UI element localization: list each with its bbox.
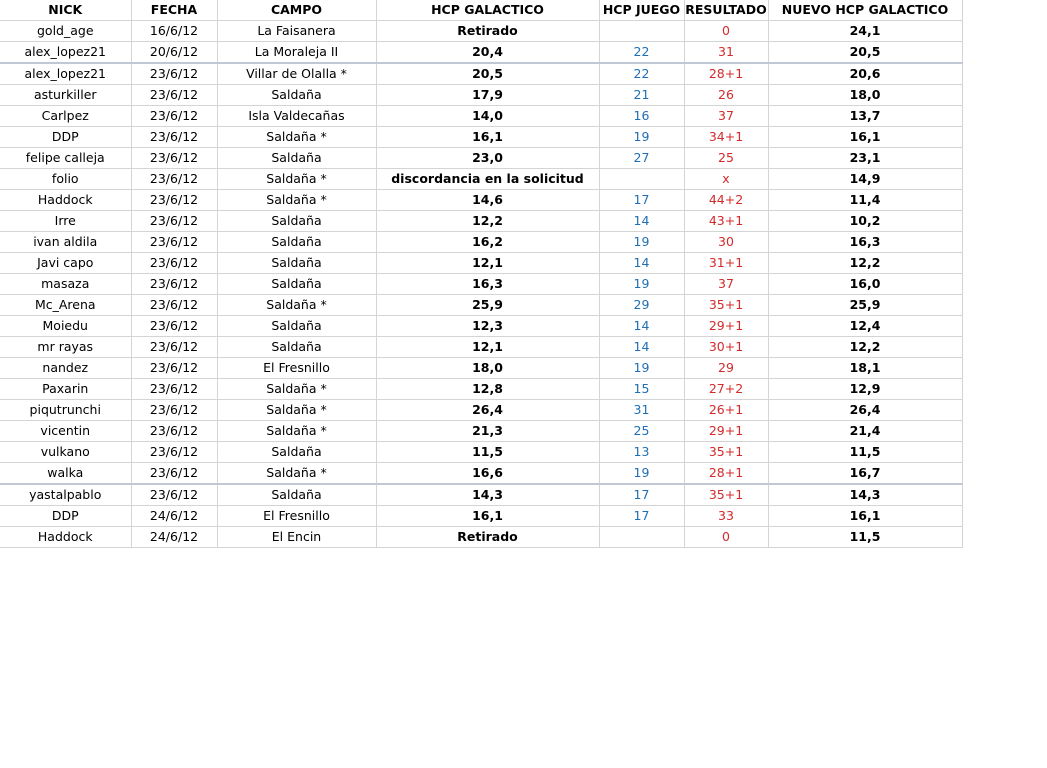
cell-nick: vulkano xyxy=(0,442,131,463)
table-row xyxy=(0,400,962,421)
header-row xyxy=(0,0,962,21)
cell-campo: Saldaña * xyxy=(217,295,376,316)
cell-hcp-juego: 31 xyxy=(599,400,684,421)
cell-resultado: 29 xyxy=(684,358,768,379)
cell-fecha: 23/6/12 xyxy=(131,421,217,442)
cell-nick: alex_lopez21 xyxy=(0,63,131,85)
cell-hcp-juego: 19 xyxy=(599,463,684,485)
cell-hcp-galactico: 12,2 xyxy=(376,211,599,232)
cell-resultado: 26+1 xyxy=(684,400,768,421)
cell-resultado: 37 xyxy=(684,274,768,295)
cell-campo: Saldaña * xyxy=(217,127,376,148)
table-row xyxy=(0,463,962,485)
cell-hcp-galactico: 14,3 xyxy=(376,484,599,506)
cell-nuevo-hcp: 11,5 xyxy=(768,527,962,548)
header-campo: CAMPO xyxy=(217,0,376,21)
cell-resultado: 35+1 xyxy=(684,484,768,506)
cell-nuevo-hcp: 16,0 xyxy=(768,274,962,295)
table-row xyxy=(0,421,962,442)
cell-resultado: 30+1 xyxy=(684,337,768,358)
cell-nick: Moiedu xyxy=(0,316,131,337)
table-row xyxy=(0,506,962,527)
cell-resultado: 25 xyxy=(684,148,768,169)
cell-nick: yastalpablo xyxy=(0,484,131,506)
table-row xyxy=(0,42,962,64)
table-body xyxy=(0,21,962,548)
cell-hcp-juego xyxy=(599,21,684,42)
header-hcp-juego: HCP JUEGO xyxy=(599,0,684,21)
cell-fecha: 23/6/12 xyxy=(131,463,217,485)
cell-resultado: 35+1 xyxy=(684,295,768,316)
cell-nuevo-hcp: 12,2 xyxy=(768,253,962,274)
cell-hcp-galactico: 12,1 xyxy=(376,253,599,274)
header-resultado: RESULTADO xyxy=(684,0,768,21)
cell-resultado: 28+1 xyxy=(684,463,768,485)
cell-fecha: 16/6/12 xyxy=(131,21,217,42)
cell-nick: nandez xyxy=(0,358,131,379)
cell-nuevo-hcp: 21,4 xyxy=(768,421,962,442)
cell-campo: Saldaña * xyxy=(217,421,376,442)
cell-nuevo-hcp: 16,3 xyxy=(768,232,962,253)
cell-resultado: 44+2 xyxy=(684,190,768,211)
cell-resultado: 0 xyxy=(684,527,768,548)
cell-nick: DDP xyxy=(0,127,131,148)
table-row xyxy=(0,148,962,169)
table-row xyxy=(0,106,962,127)
header-nick: NICK xyxy=(0,0,131,21)
cell-nuevo-hcp: 23,1 xyxy=(768,148,962,169)
cell-fecha: 23/6/12 xyxy=(131,400,217,421)
cell-nick: folio xyxy=(0,169,131,190)
cell-campo: Saldaña * xyxy=(217,169,376,190)
table-row xyxy=(0,85,962,106)
cell-campo: El Fresnillo xyxy=(217,358,376,379)
cell-nick: Mc_Arena xyxy=(0,295,131,316)
table-row xyxy=(0,527,962,548)
cell-nuevo-hcp: 12,2 xyxy=(768,337,962,358)
cell-fecha: 23/6/12 xyxy=(131,232,217,253)
cell-nick: alex_lopez21 xyxy=(0,42,131,64)
cell-hcp-galactico: 16,6 xyxy=(376,463,599,485)
cell-resultado: 0 xyxy=(684,21,768,42)
cell-resultado: 31 xyxy=(684,42,768,64)
cell-nick: piqutrunchi xyxy=(0,400,131,421)
cell-fecha: 23/6/12 xyxy=(131,316,217,337)
cell-fecha: 23/6/12 xyxy=(131,442,217,463)
cell-hcp-juego: 14 xyxy=(599,211,684,232)
cell-nick: mr rayas xyxy=(0,337,131,358)
cell-hcp-galactico: 12,3 xyxy=(376,316,599,337)
cell-hcp-galactico: 18,0 xyxy=(376,358,599,379)
cell-nuevo-hcp: 20,5 xyxy=(768,42,962,64)
cell-fecha: 23/6/12 xyxy=(131,127,217,148)
cell-nick: Haddock xyxy=(0,527,131,548)
cell-nick: Javi capo xyxy=(0,253,131,274)
cell-nick: felipe calleja xyxy=(0,148,131,169)
cell-fecha: 23/6/12 xyxy=(131,253,217,274)
cell-resultado: 34+1 xyxy=(684,127,768,148)
cell-hcp-juego: 22 xyxy=(599,63,684,85)
cell-hcp-juego: 29 xyxy=(599,295,684,316)
cell-resultado: 31+1 xyxy=(684,253,768,274)
cell-nick: Carlpez xyxy=(0,106,131,127)
cell-campo: Saldaña * xyxy=(217,190,376,211)
cell-nuevo-hcp: 14,9 xyxy=(768,169,962,190)
cell-nick: ivan aldila xyxy=(0,232,131,253)
cell-fecha: 23/6/12 xyxy=(131,337,217,358)
cell-hcp-juego: 22 xyxy=(599,42,684,64)
table-row xyxy=(0,295,962,316)
cell-fecha: 23/6/12 xyxy=(131,169,217,190)
cell-fecha: 23/6/12 xyxy=(131,63,217,85)
cell-hcp-galactico: 26,4 xyxy=(376,400,599,421)
cell-nuevo-hcp: 11,4 xyxy=(768,190,962,211)
cell-hcp-juego: 16 xyxy=(599,106,684,127)
cell-nuevo-hcp: 24,1 xyxy=(768,21,962,42)
table-row xyxy=(0,337,962,358)
cell-hcp-juego: 19 xyxy=(599,274,684,295)
cell-hcp-juego: 15 xyxy=(599,379,684,400)
cell-hcp-juego: 21 xyxy=(599,85,684,106)
cell-hcp-galactico: discordancia en la solicitud xyxy=(376,169,599,190)
cell-nuevo-hcp: 26,4 xyxy=(768,400,962,421)
cell-hcp-galactico: 21,3 xyxy=(376,421,599,442)
cell-nick: Irre xyxy=(0,211,131,232)
cell-fecha: 23/6/12 xyxy=(131,190,217,211)
cell-nuevo-hcp: 11,5 xyxy=(768,442,962,463)
cell-fecha: 23/6/12 xyxy=(131,106,217,127)
cell-hcp-juego: 19 xyxy=(599,358,684,379)
table-row xyxy=(0,232,962,253)
cell-nuevo-hcp: 16,1 xyxy=(768,506,962,527)
cell-resultado: 37 xyxy=(684,106,768,127)
cell-fecha: 23/6/12 xyxy=(131,484,217,506)
cell-campo: Saldaña xyxy=(217,484,376,506)
cell-nuevo-hcp: 10,2 xyxy=(768,211,962,232)
cell-fecha: 23/6/12 xyxy=(131,211,217,232)
cell-hcp-galactico: 23,0 xyxy=(376,148,599,169)
cell-nuevo-hcp: 25,9 xyxy=(768,295,962,316)
cell-hcp-juego: 13 xyxy=(599,442,684,463)
cell-hcp-galactico: 16,1 xyxy=(376,127,599,148)
cell-nick: Paxarin xyxy=(0,379,131,400)
cell-resultado: 33 xyxy=(684,506,768,527)
cell-nuevo-hcp: 16,1 xyxy=(768,127,962,148)
cell-fecha: 24/6/12 xyxy=(131,527,217,548)
cell-hcp-galactico: 20,4 xyxy=(376,42,599,64)
cell-fecha: 23/6/12 xyxy=(131,295,217,316)
cell-campo: Saldaña * xyxy=(217,379,376,400)
table-row xyxy=(0,379,962,400)
cell-resultado: 28+1 xyxy=(684,63,768,85)
cell-hcp-juego: 17 xyxy=(599,506,684,527)
cell-nuevo-hcp: 18,1 xyxy=(768,358,962,379)
table-row xyxy=(0,169,962,190)
cell-nuevo-hcp: 20,6 xyxy=(768,63,962,85)
cell-hcp-juego: 19 xyxy=(599,232,684,253)
table-row xyxy=(0,442,962,463)
cell-resultado: 27+2 xyxy=(684,379,768,400)
cell-hcp-juego: 19 xyxy=(599,127,684,148)
cell-campo: Saldaña xyxy=(217,148,376,169)
cell-fecha: 20/6/12 xyxy=(131,42,217,64)
cell-hcp-juego: 27 xyxy=(599,148,684,169)
cell-resultado: 26 xyxy=(684,85,768,106)
cell-fecha: 23/6/12 xyxy=(131,148,217,169)
cell-campo: Saldaña xyxy=(217,442,376,463)
cell-campo: La Moraleja II xyxy=(217,42,376,64)
cell-campo: La Faisanera xyxy=(217,21,376,42)
cell-resultado: 35+1 xyxy=(684,442,768,463)
cell-hcp-juego: 17 xyxy=(599,484,684,506)
cell-hcp-galactico: 12,1 xyxy=(376,337,599,358)
cell-campo: Saldaña xyxy=(217,232,376,253)
cell-nuevo-hcp: 16,7 xyxy=(768,463,962,485)
cell-resultado: 29+1 xyxy=(684,316,768,337)
cell-hcp-juego: 17 xyxy=(599,190,684,211)
table-row xyxy=(0,274,962,295)
cell-hcp-galactico: 14,6 xyxy=(376,190,599,211)
cell-campo: El Encin xyxy=(217,527,376,548)
cell-nick: DDP xyxy=(0,506,131,527)
cell-nuevo-hcp: 12,9 xyxy=(768,379,962,400)
cell-hcp-juego: 14 xyxy=(599,316,684,337)
header-hcp-galactico: HCP GALACTICO xyxy=(376,0,599,21)
cell-campo: Saldaña * xyxy=(217,400,376,421)
table-row xyxy=(0,358,962,379)
table-row xyxy=(0,21,962,42)
cell-nick: gold_age xyxy=(0,21,131,42)
cell-nick: asturkiller xyxy=(0,85,131,106)
cell-campo: Isla Valdecañas xyxy=(217,106,376,127)
table-row xyxy=(0,63,962,85)
table-row xyxy=(0,316,962,337)
cell-nuevo-hcp: 14,3 xyxy=(768,484,962,506)
header-fecha: FECHA xyxy=(131,0,217,21)
cell-campo: Saldaña xyxy=(217,337,376,358)
cell-hcp-juego xyxy=(599,169,684,190)
cell-hcp-galactico: 17,9 xyxy=(376,85,599,106)
cell-nuevo-hcp: 13,7 xyxy=(768,106,962,127)
cell-campo: Saldaña xyxy=(217,253,376,274)
cell-fecha: 23/6/12 xyxy=(131,358,217,379)
cell-hcp-juego: 14 xyxy=(599,337,684,358)
cell-hcp-galactico: Retirado xyxy=(376,527,599,548)
cell-fecha: 23/6/12 xyxy=(131,274,217,295)
cell-nick: masaza xyxy=(0,274,131,295)
cell-hcp-galactico: 16,3 xyxy=(376,274,599,295)
cell-resultado: 30 xyxy=(684,232,768,253)
cell-nuevo-hcp: 12,4 xyxy=(768,316,962,337)
cell-campo: Saldaña xyxy=(217,316,376,337)
cell-hcp-galactico: 11,5 xyxy=(376,442,599,463)
cell-hcp-galactico: 16,2 xyxy=(376,232,599,253)
table-row xyxy=(0,253,962,274)
cell-campo: Saldaña xyxy=(217,274,376,295)
cell-nuevo-hcp: 18,0 xyxy=(768,85,962,106)
cell-hcp-galactico: 14,0 xyxy=(376,106,599,127)
cell-fecha: 24/6/12 xyxy=(131,506,217,527)
cell-hcp-galactico: 12,8 xyxy=(376,379,599,400)
cell-resultado: x xyxy=(684,169,768,190)
table-row xyxy=(0,211,962,232)
cell-nick: Haddock xyxy=(0,190,131,211)
table-row xyxy=(0,484,962,506)
header-nuevo-hcp: NUEVO HCP GALACTICO xyxy=(768,0,962,21)
cell-hcp-galactico: 25,9 xyxy=(376,295,599,316)
cell-campo: Saldaña * xyxy=(217,463,376,485)
cell-campo: El Fresnillo xyxy=(217,506,376,527)
cell-resultado: 29+1 xyxy=(684,421,768,442)
cell-hcp-juego: 14 xyxy=(599,253,684,274)
cell-campo: Saldaña xyxy=(217,211,376,232)
cell-hcp-galactico: Retirado xyxy=(376,21,599,42)
cell-resultado: 43+1 xyxy=(684,211,768,232)
cell-campo: Villar de Olalla * xyxy=(217,63,376,85)
cell-hcp-juego: 25 xyxy=(599,421,684,442)
cell-fecha: 23/6/12 xyxy=(131,85,217,106)
table-row xyxy=(0,127,962,148)
cell-nick: vicentin xyxy=(0,421,131,442)
table-row xyxy=(0,190,962,211)
cell-campo: Saldaña xyxy=(217,85,376,106)
cell-hcp-galactico: 20,5 xyxy=(376,63,599,85)
cell-hcp-juego xyxy=(599,527,684,548)
cell-fecha: 23/6/12 xyxy=(131,379,217,400)
cell-hcp-galactico: 16,1 xyxy=(376,506,599,527)
cell-nick: walka xyxy=(0,463,131,485)
